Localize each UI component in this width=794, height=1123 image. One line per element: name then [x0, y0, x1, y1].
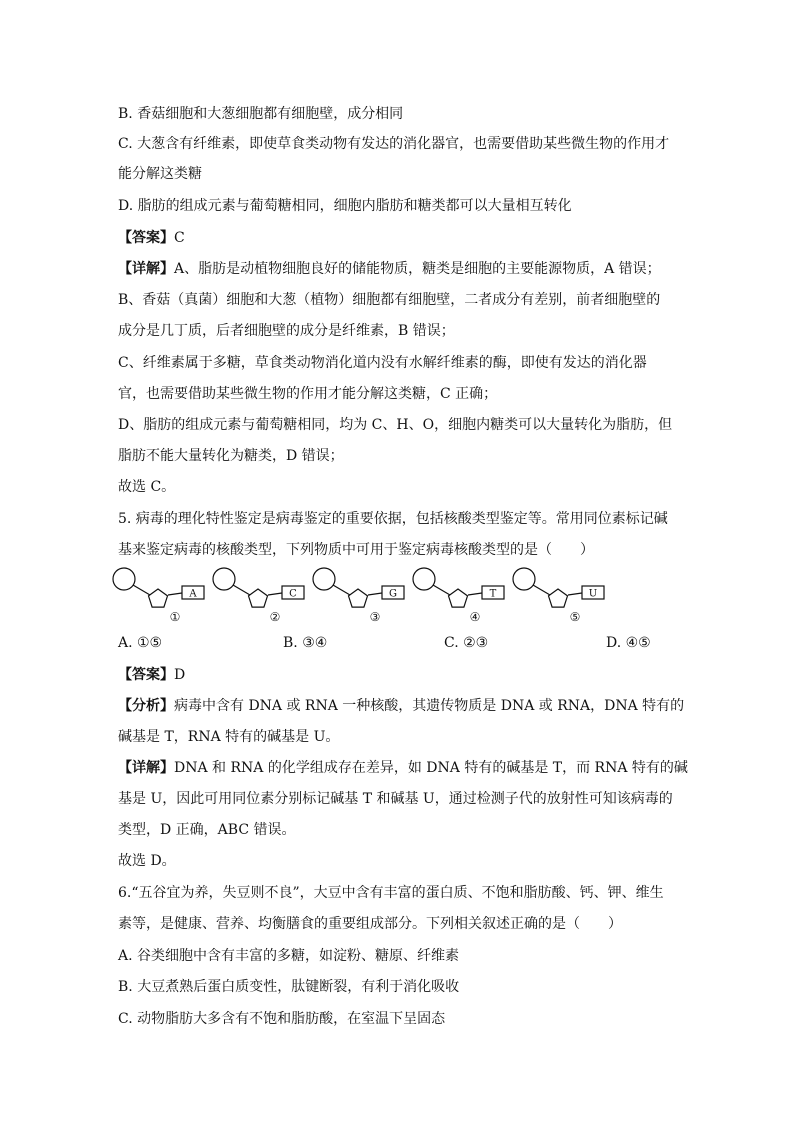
- base-bond: [168, 593, 182, 595]
- q6-stem-line2: 素等，是健康、营养、均衡膳食的重要组成部分。下列相关叙述正确的是（ ）: [118, 916, 622, 932]
- q5-detail-line3: 类型，D 正确，ABC 错误。: [118, 822, 296, 838]
- nucleotide-number: ①: [169, 610, 181, 624]
- q4-detail-c-line2: 官，也需要借助某些微生物的作用才能分解这类糖，C 正确；: [118, 386, 498, 402]
- pentose-pentagon: [449, 589, 468, 607]
- q4-detail-c-line1: C、纤维素属于多糖，草食类动物消化道内没有水解纤维素的酶，即使有发达的消化器: [118, 355, 647, 371]
- answer-tag: 【答案】: [118, 667, 174, 683]
- q5-detail-line1: [118, 758, 688, 778]
- q5-option-d: D. ④⑤: [606, 635, 651, 651]
- q4-option-d: D. 脂肪的组成元素与葡萄糖相同，细胞内脂肪和糖类都可以大量相互转化: [118, 198, 572, 214]
- detail-tag: 【详解】: [118, 261, 174, 277]
- base-bond: [468, 593, 482, 595]
- phosphate-circle: [513, 568, 535, 590]
- q4-detail-d-line1: D、脂肪的组成元素与葡萄糖相同，均为 C、H、O，细胞内糖类可以大量转化为脂肪，但: [118, 417, 673, 433]
- detail-text: A、脂肪是动植物细胞良好的储能物质，糖类是细胞的主要能源物质，A 错误；: [174, 261, 661, 277]
- answer-value: D: [174, 667, 186, 683]
- nucleotide-1: [113, 568, 204, 624]
- q4-conclusion: 故选 C。: [118, 479, 176, 495]
- base-bond: [568, 593, 582, 595]
- base-bond: [368, 593, 382, 595]
- phosphate-bond: [133, 585, 150, 595]
- q5-option-c: C. ②③: [444, 635, 489, 651]
- q4-detail-d-line2: 脂肪不能大量转化为糖类，D 错误；: [118, 448, 344, 464]
- nucleotide-number: ⑤: [569, 610, 581, 624]
- phosphate-bond: [433, 585, 450, 595]
- base-label: G: [389, 588, 397, 600]
- nucleotide-3: [313, 568, 404, 624]
- q6-stem-line1: 6.“五谷宜为养，失豆则不良”，大豆中含有丰富的蛋白质、不饱和脂肪酸、钙、钾、维生: [118, 885, 664, 901]
- base-label: T: [489, 588, 497, 600]
- nucleotide-2: [213, 568, 304, 624]
- q4-answer: [118, 228, 185, 248]
- base-label: A: [189, 588, 197, 600]
- base-label: U: [588, 588, 598, 600]
- answer-tag: 【答案】: [118, 230, 174, 246]
- nucleotide-diagram: [110, 565, 650, 625]
- phosphate-circle: [113, 568, 135, 590]
- q6-option-b: B. 大豆煮熟后蛋白质变性，肽键断裂，有利于消化吸收: [118, 979, 460, 995]
- phosphate-circle: [213, 568, 235, 590]
- q5-conclusion: 故选 D。: [118, 853, 176, 869]
- phosphate-circle: [313, 568, 335, 590]
- q4-detail-b-line1: B、香菇（真菌）细胞和大葱（植物）细胞都有细胞壁，二者成分有差别，前者细胞壁的: [118, 292, 661, 308]
- pentose-pentagon: [249, 589, 268, 607]
- q4-detail-b-line2: 成分是几丁质，后者细胞壁的成分是纤维素，B 错误；: [118, 323, 455, 339]
- nucleotide-5: [513, 568, 604, 624]
- answer-value: C: [174, 230, 185, 246]
- q5-detail-line2: 基是 U，因此可用同位素分别标记碱基 T 和碱基 U，通过检测子代的放射性可知该病毒的: [118, 791, 673, 807]
- q5-option-b: B. ③④: [283, 635, 328, 651]
- q5-stem-line2: 基来鉴定病毒的核酸类型，下列物质中可用于鉴定病毒核酸类型的是（ ）: [118, 542, 594, 558]
- q5-answer: [118, 665, 185, 685]
- nucleotide-number: ④: [469, 610, 481, 624]
- phosphate-circle: [413, 568, 435, 590]
- q6-option-a: A. 谷类细胞中含有丰富的多糖，如淀粉、糖原、纤维素: [118, 948, 460, 964]
- phosphate-bond: [333, 585, 350, 595]
- q4-option-b: B. 香菇细胞和大葱细胞都有细胞壁，成分相同: [118, 106, 404, 122]
- q4-option-c-line2: 能分解这类糖: [118, 166, 202, 182]
- pentose-pentagon: [349, 589, 368, 607]
- q4-detail-a: [118, 259, 661, 279]
- pentose-pentagon: [149, 589, 168, 607]
- detail-tag: 【详解】: [118, 760, 174, 776]
- q4-option-c-line1: C. 大葱含有纤维素，即使草食类动物有发达的消化器官，也需要借助某些微生物的作用才: [118, 136, 670, 152]
- q5-stem-line1: 5. 病毒的理化特性鉴定是病毒鉴定的重要依据，包括核酸类型鉴定等。常用同位素标记碱: [118, 511, 668, 527]
- phosphate-bond: [233, 585, 250, 595]
- nucleotide-number: ②: [269, 610, 281, 624]
- base-bond: [268, 593, 282, 595]
- pentose-pentagon: [549, 589, 568, 607]
- nucleotide-4: [413, 568, 504, 624]
- phosphate-bond: [533, 585, 550, 595]
- base-label: C: [289, 588, 297, 600]
- q6-option-c: C. 动物脂肪大多含有不饱和脂肪酸，在室温下呈固态: [118, 1011, 446, 1027]
- q5-option-a: A. ①⑤: [118, 635, 163, 651]
- nucleotide-number: ③: [369, 610, 381, 624]
- analysis-text: 病毒中含有 DNA 或 RNA 一种核酸，其遗传物质是 DNA 或 RNA，DNA 特有的: [174, 698, 685, 714]
- detail-text: DNA 和 RNA 的化学组成存在差异，如 DNA 特有的碱基是 T，而 RNA 特有的碱: [174, 760, 688, 776]
- analysis-tag: 【分析】: [118, 698, 174, 714]
- q5-analysis-line2: 碱基是 T，RNA 特有的碱基是 U。: [118, 729, 340, 745]
- q5-analysis-line1: [118, 696, 684, 716]
